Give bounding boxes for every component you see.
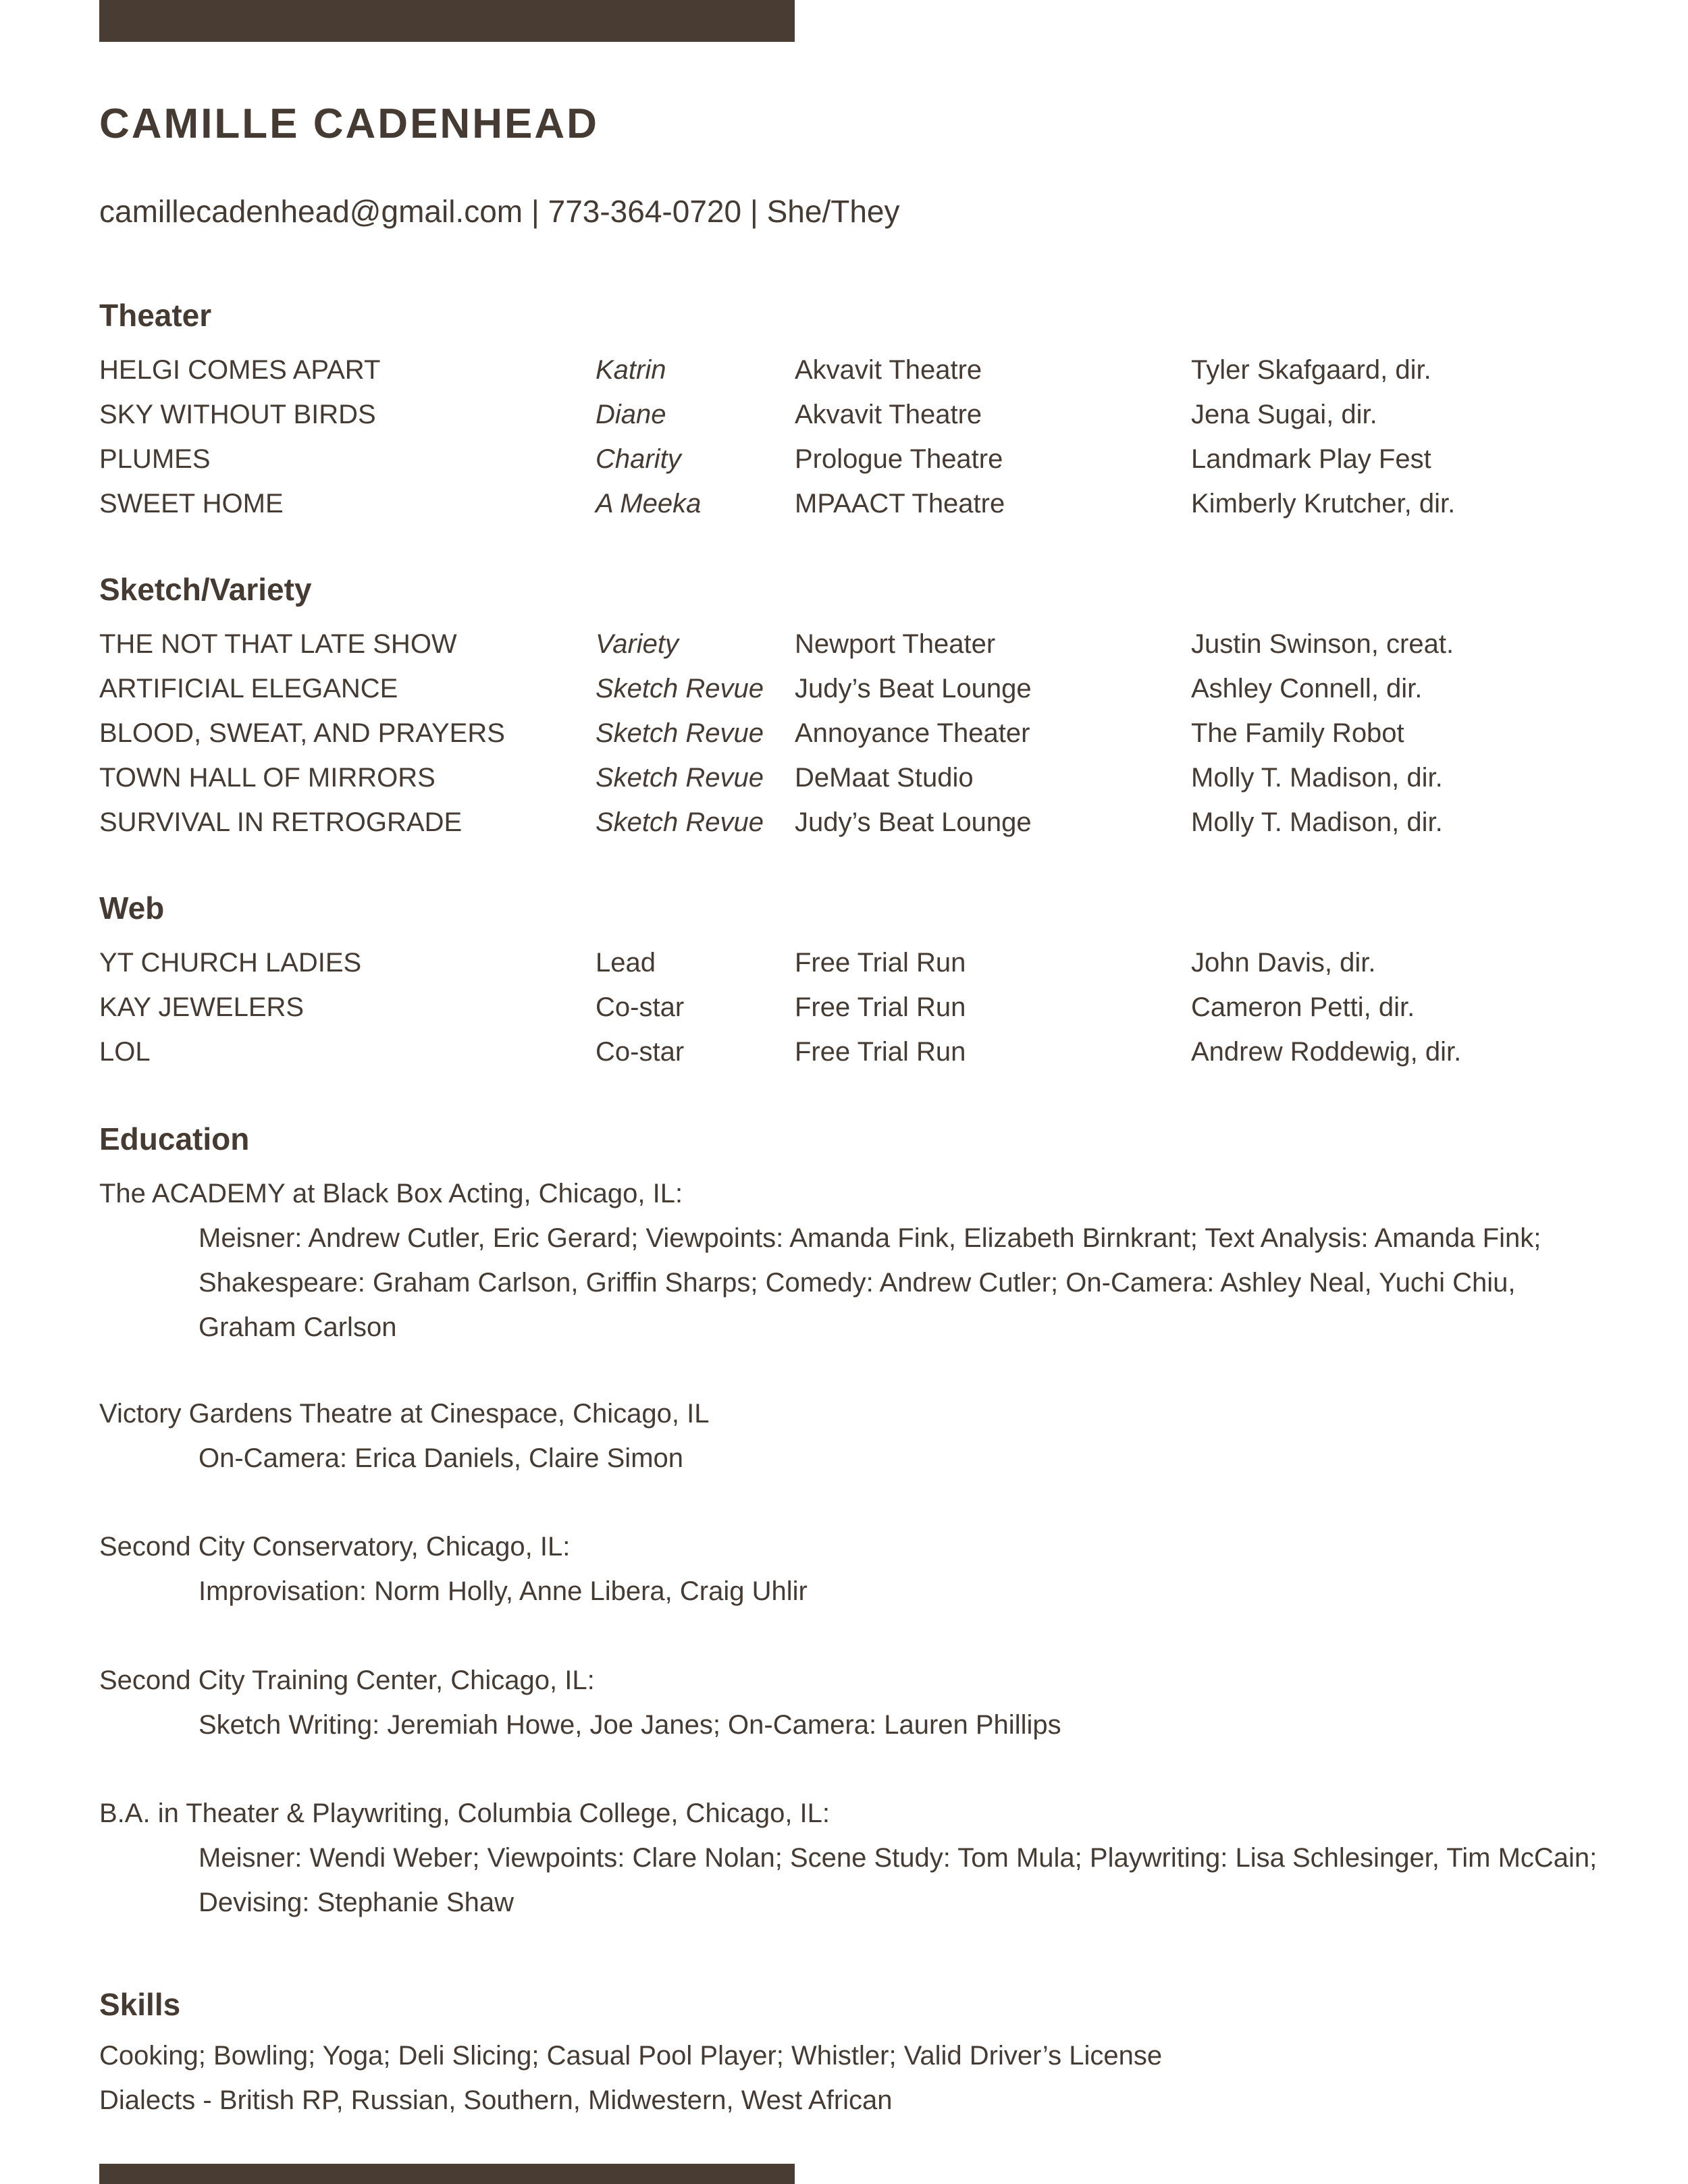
credit-role: Diane [596,400,666,429]
credit-venue: Free Trial Run [795,1037,966,1067]
credit-venue: Annoyance Theater [795,718,1030,748]
credit-venue: Free Trial Run [795,992,966,1022]
sketch-variety-credits [99,622,1612,845]
credit-director: Justin Swinson, creat. [1191,629,1454,659]
credit-venue: Akvavit Theatre [795,355,982,385]
credit-venue: Newport Theater [795,629,996,659]
credit-row [99,755,1612,800]
education-details: On-Camera: Erica Daniels, Claire Simon [199,1443,684,1473]
education-details: Meisner: Wendi Weber; Viewpoints: Clare Nolan; Scene Study: Tom Mula; Playwriting: Lisa Schlesinger, Tim McCain; Devising: Stephanie Shaw [199,1843,1598,1917]
credit-row [99,437,1612,481]
credit-director: Ashley Connell, dir. [1191,674,1423,703]
skills-line: Cooking; Bowling; Yoga; Deli Slicing; Casual Pool Player; Whistler; Valid Driver’s License [99,2041,1163,2071]
theater-heading: Theater [99,298,212,333]
credit-row [99,985,1612,1030]
credit-role: Katrin [596,355,666,385]
credit-venue: DeMaat Studio [795,763,974,793]
credit-role: Sketch Revue [596,674,764,703]
credit-director: Molly T. Madison, dir. [1191,763,1443,793]
credit-role: Sketch Revue [596,718,764,748]
credit-row [99,392,1612,437]
credit-venue: Judy’s Beat Lounge [795,674,1032,703]
credit-director: Landmark Play Fest [1191,444,1431,474]
skills-line: Dialects - British RP, Russian, Southern, Midwestern, West African [99,2085,893,2115]
credit-role: Co-star [596,1037,685,1067]
credit-show: YT CHURCH LADIES [99,948,362,978]
education-school: B.A. in Theater & Playwriting, Columbia College, Chicago, IL: [99,1799,830,1828]
credit-show: SURVIVAL IN RETROGRADE [99,807,463,837]
credit-row [99,711,1612,755]
credit-role: Variety [596,629,679,659]
education-details: Sketch Writing: Jeremiah Howe, Joe Janes; On-Camera: Lauren Phillips [199,1710,1061,1740]
credit-row [99,940,1612,985]
credit-show: ARTIFICIAL ELEGANCE [99,674,398,703]
credit-director: Tyler Skafgaard, dir. [1191,355,1431,385]
bottom-decorative-bar [99,2164,795,2184]
education-school: Second City Training Center, Chicago, IL: [99,1666,595,1695]
education-school: The ACADEMY at Black Box Acting, Chicago, IL: [99,1179,683,1208]
credit-role: Sketch Revue [596,807,764,837]
credit-venue: Akvavit Theatre [795,400,982,429]
candidate-name: CAMILLE CADENHEAD [99,101,599,147]
credit-director: John Davis, dir. [1191,948,1376,978]
credit-row [99,348,1612,392]
credit-row [99,481,1612,526]
credit-role: A Meeka [596,489,702,518]
contact-line: camillecadenhead@gmail.com | 773-364-0720 | She/They [99,194,900,229]
education-school: Victory Gardens Theatre at Cinespace, Chicago, IL [99,1399,710,1429]
skills-heading: Skills [99,1987,181,2022]
web-heading: Web [99,890,165,926]
credit-show: THE NOT THAT LATE SHOW [99,629,457,659]
theater-credits [99,348,1612,526]
credit-show: KAY JEWELERS [99,992,305,1022]
credit-row [99,622,1612,666]
credit-show: SKY WITHOUT BIRDS [99,400,376,429]
credit-row [99,1030,1612,1074]
education-heading: Education [99,1121,250,1156]
top-decorative-bar [99,0,795,42]
education-details: Improvisation: Norm Holly, Anne Libera, Craig Uhlir [199,1576,808,1606]
credit-show: BLOOD, SWEAT, AND PRAYERS [99,718,505,748]
credit-role: Lead [596,948,656,978]
credit-director: Jena Sugai, dir. [1191,400,1377,429]
credit-director: The Family Robot [1191,718,1404,748]
credit-venue: Prologue Theatre [795,444,1003,474]
credit-venue: Judy’s Beat Lounge [795,807,1032,837]
sketch-variety-heading: Sketch/Variety [99,572,312,607]
credit-show: SWEET HOME [99,489,284,518]
credit-director: Cameron Petti, dir. [1191,992,1415,1022]
credit-role: Charity [596,444,681,474]
credit-row [99,800,1612,845]
credit-director: Molly T. Madison, dir. [1191,807,1443,837]
web-credits [99,940,1612,1074]
credit-venue: MPAACT Theatre [795,489,1005,518]
credit-show: PLUMES [99,444,211,474]
credit-director: Kimberly Krutcher, dir. [1191,489,1456,518]
education-school: Second City Conservatory, Chicago, IL: [99,1532,571,1562]
credit-show: LOL [99,1037,151,1067]
credit-venue: Free Trial Run [795,948,966,978]
credit-row [99,666,1612,711]
credit-role: Co-star [596,992,685,1022]
credit-show: TOWN HALL OF MIRRORS [99,763,436,793]
credit-show: HELGI COMES APART [99,355,381,385]
education-details: Meisner: Andrew Cutler, Eric Gerard; Viewpoints: Amanda Fink, Elizabeth Birnkrant; Text Analysis: Amanda Fink; Shakespeare: Graham Carlson, Griffin Sharps; Comedy: Andrew Cutler; On-Camera: Ashley Neal, Yuchi Chiu, Graham Carlson [199,1223,1541,1342]
credit-director: Andrew Roddewig, dir. [1191,1037,1462,1067]
credit-role: Sketch Revue [596,763,764,793]
